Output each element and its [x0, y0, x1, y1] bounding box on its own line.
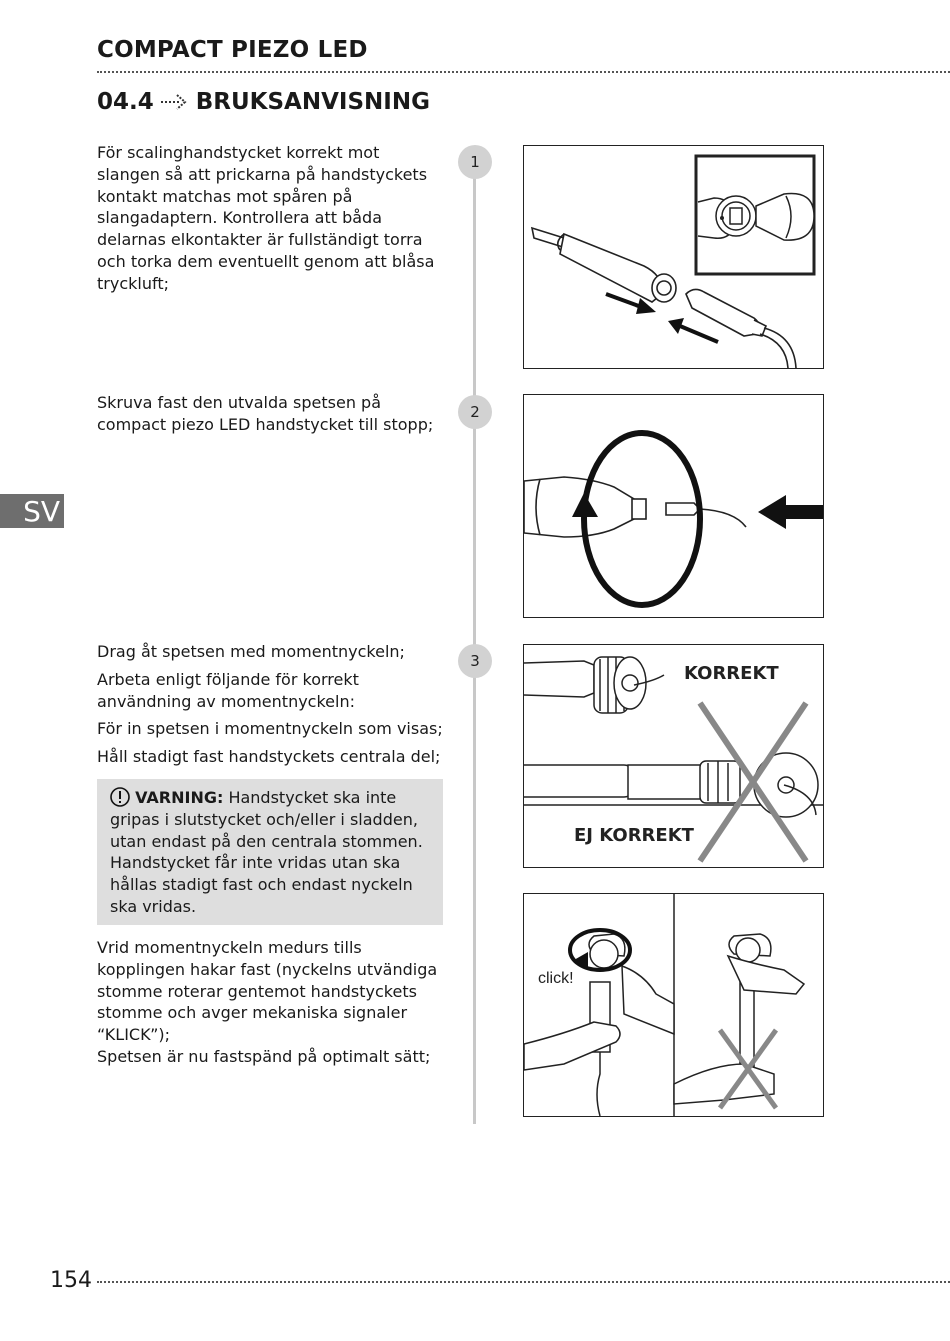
step-3-continued-text — [97, 937, 447, 1074]
step-3-paragraph-5: Vrid momentnyckeln medurs tills kopplingen hakar fast (nyckelns utvändiga stomme roterar gentemot handstyckets stomme och avger mekaniska signaler “KLICK”); — [97, 938, 438, 1045]
step-2-text — [97, 392, 447, 442]
step-3-paragraph-2: Arbeta enligt följande för korrekt användning av momentnyckeln: — [97, 669, 359, 711]
step-1-text — [97, 142, 447, 301]
step-1-paragraph: För scalinghandstycket korrekt mot slangen så att prickarna på handstyckets kontakt matchas mot spåren på slangadaptern. Kontrollera att båda delarnas elkontakter är fullständigt torra och torka dem eventuellt genom att blåsa tryckluft; — [97, 143, 435, 293]
incorrect-label: EJ KORREKT — [574, 825, 694, 846]
step-2-figure — [523, 394, 824, 618]
step-3-paragraph-4: Håll stadigt fast handstyckets centrala del; — [97, 747, 441, 767]
warning-label: VARNING: — [135, 788, 224, 807]
page-number: 154 — [50, 1268, 92, 1293]
language-tab: SV — [0, 494, 64, 528]
section-heading — [97, 89, 430, 115]
step-3-paragraph-1: Drag åt spetsen med momentnyckeln; — [97, 642, 405, 661]
warning-icon — [110, 787, 130, 807]
step-2-paragraph: Skruva fast den utvalda spetsen på compact piezo LED handstycket till stopp; — [97, 393, 434, 434]
correct-label: KORREKT — [684, 663, 779, 684]
step-3-number: 3 — [458, 644, 492, 678]
tip-screwing-illustration — [524, 395, 823, 617]
document-header-title: COMPACT PIEZO LED — [97, 37, 368, 63]
step-1-number: 1 — [458, 145, 492, 179]
dotted-arrow-icon — [160, 93, 190, 111]
step-3-text — [97, 641, 447, 774]
step-rail — [473, 160, 476, 1124]
handpiece-connection-illustration — [524, 146, 823, 368]
warning-box — [97, 779, 443, 925]
section-number: 04.4 — [97, 89, 154, 115]
click-label: click! — [538, 970, 574, 987]
header-divider — [97, 71, 950, 73]
step-3-paragraph-6: Spetsen är nu fastspänd på optimalt sätt; — [97, 1046, 431, 1066]
warning-text: Handstycket ska inte gripas i slutstycket och/eller i sladden, utan endast på den centrala stommen. Handstycket får inte vridas utan ska hållas stadigt fast och endast nyckeln ska vridas. — [110, 788, 423, 916]
step-3-torque-figure — [523, 893, 824, 1117]
footer-divider — [97, 1281, 950, 1283]
step-2-number: 2 — [458, 395, 492, 429]
step-3-paragraph-3: För in spetsen i momentnyckeln som visas; — [97, 719, 443, 739]
step-3-grip-figure — [523, 644, 824, 868]
section-title: BRUKSANVISNING — [195, 89, 430, 115]
torque-wrench-illustration — [524, 894, 823, 1116]
step-1-figure — [523, 145, 824, 369]
